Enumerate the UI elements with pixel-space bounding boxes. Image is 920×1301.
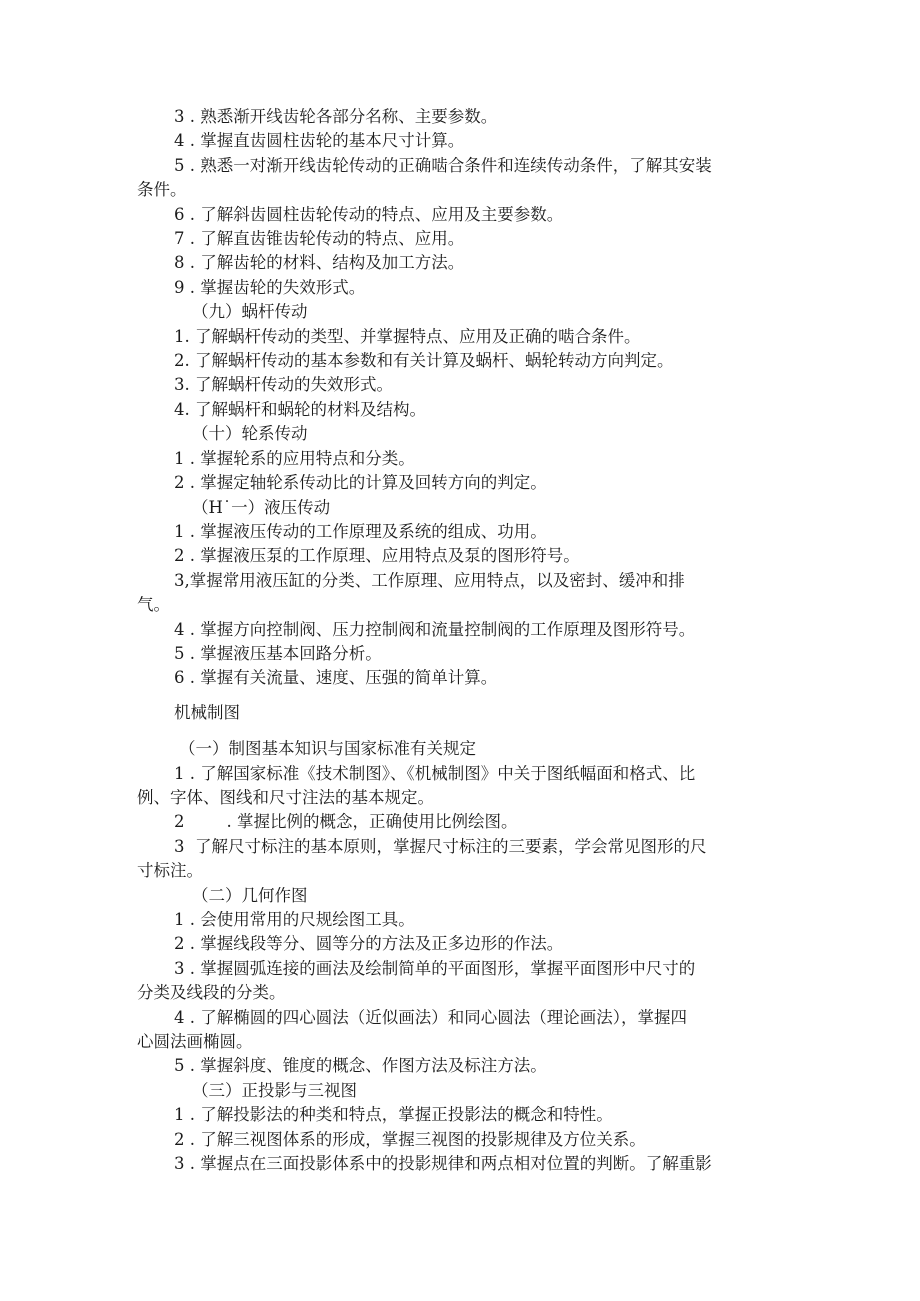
list-item: 1 . 了解国家标准《技术制图》、《机械制图》中关于图纸幅面和格式、比 (174, 763, 696, 783)
list-item: 9 . 掌握齿轮的失效形式。 (174, 277, 366, 297)
list-item: 4 . 掌握直齿圆柱齿轮的基本尺寸计算。 (174, 131, 465, 151)
section-heading: （十）轮系传动 (192, 424, 308, 444)
list-item: 8 . 了解齿轮的材料、结构及加工方法。 (174, 253, 465, 273)
list-item: 4 . 了解椭圆的四心圆法（近似画法）和同心圆法（理论画法），掌握四 (174, 1007, 687, 1027)
list-item-continuation: 条件。 (137, 180, 187, 200)
list-item: 3 . 掌握圆弧连接的画法及绘制简单的平面图形，掌握平面图形中尺寸的 (174, 958, 696, 978)
list-item: 2 . 掌握定轴轮系传动比的计算及回转方向的判定。 (174, 473, 547, 493)
list-item: 1 . 掌握液压传动的工作原理及系统的组成、功用。 (174, 521, 547, 541)
list-item: 4 . 掌握方向控制阀、压力控制阀和流量控制阀的工作原理及图形符号。 (174, 619, 696, 639)
list-item: 1 . 会使用常用的尺规绘图工具。 (174, 910, 415, 929)
list-item: 3 . 熟悉渐开线齿轮各部分名称、主要参数。 (174, 107, 498, 126)
list-item: 1. 了解蜗杆传动的类型、并掌握特点、应用及正确的啮合条件。 (174, 326, 641, 346)
section-heading: （H˙一）液压传动 (192, 497, 331, 517)
list-item: 5 . 熟悉一对渐开线齿轮传动的正确啮合条件和连续传动条件，了解其安装 (174, 155, 712, 175)
list-item: 4. 了解蜗杆和蜗轮的材料及结构。 (174, 399, 426, 419)
list-item-continuation: 气。 (137, 595, 170, 615)
list-item-continuation: 分类及线段的分类。 (137, 983, 286, 1003)
list-item: 5 . 掌握斜度、锥度的概念、作图方法及标注方法。 (174, 1056, 547, 1076)
section-heading: （一）制图基本知识与国家标准有关规定 (179, 739, 476, 759)
list-item: 3 . 掌握点在三面投影体系中的投影规律和两点相对位置的判断。了解重影 (174, 1154, 712, 1174)
list-item-continuation: 寸标注。 (137, 861, 203, 881)
list-item: 1 . 了解投影法的种类和特点，掌握正投影法的概念和特性。 (174, 1105, 613, 1125)
list-item: 5 . 掌握液压基本回路分析。 (174, 643, 382, 663)
list-item: 1 . 掌握轮系的应用特点和分类。 (174, 448, 415, 468)
list-item: 2 . 掌握比例的概念，正确使用比例绘图。 (174, 812, 518, 832)
list-item: 3 了解尺寸标注的基本原则，掌握尺寸标注的三要素，学会常见图形的尺 (174, 836, 707, 856)
list-item: 3. 了解蜗杆传动的失效形式。 (174, 375, 393, 395)
list-item: 2 . 了解三视图体系的形成，掌握三视图的投影规律及方位关系。 (174, 1129, 646, 1149)
list-item-continuation: 例、字体、图线和尺寸注法的基本规定。 (137, 787, 434, 807)
section-heading: （九）蜗杆传动 (192, 302, 308, 322)
list-item: 7 . 了解直齿锥齿轮传动的特点、应用。 (174, 229, 465, 249)
text-body (137, 105, 797, 1176)
list-item: 2 . 掌握液压泵的工作原理、应用特点及泵的图形符号。 (174, 546, 580, 566)
list-item: 2 . 掌握线段等分、圆等分的方法及正多边形的作法。 (174, 934, 564, 954)
section-heading: （三）正投影与三视图 (192, 1080, 357, 1100)
list-item: 2. 了解蜗杆传动的基本参数和有关计算及蜗杆、蜗轮转动方向判定。 (174, 351, 674, 371)
list-item: 6 . 掌握有关流量、速度、压强的简单计算。 (174, 668, 498, 688)
section-heading: （二）几何作图 (192, 885, 308, 905)
list-item: 3,掌握常用液压缸的分类、工作原理、应用特点，以及密封、缓冲和排 (174, 570, 685, 590)
list-item: 6 . 了解斜齿圆柱齿轮传动的特点、应用及主要参数。 (174, 204, 564, 224)
chapter-title: 机械制图 (174, 702, 240, 722)
list-item-continuation: 心圆法画椭圆。 (137, 1032, 253, 1052)
